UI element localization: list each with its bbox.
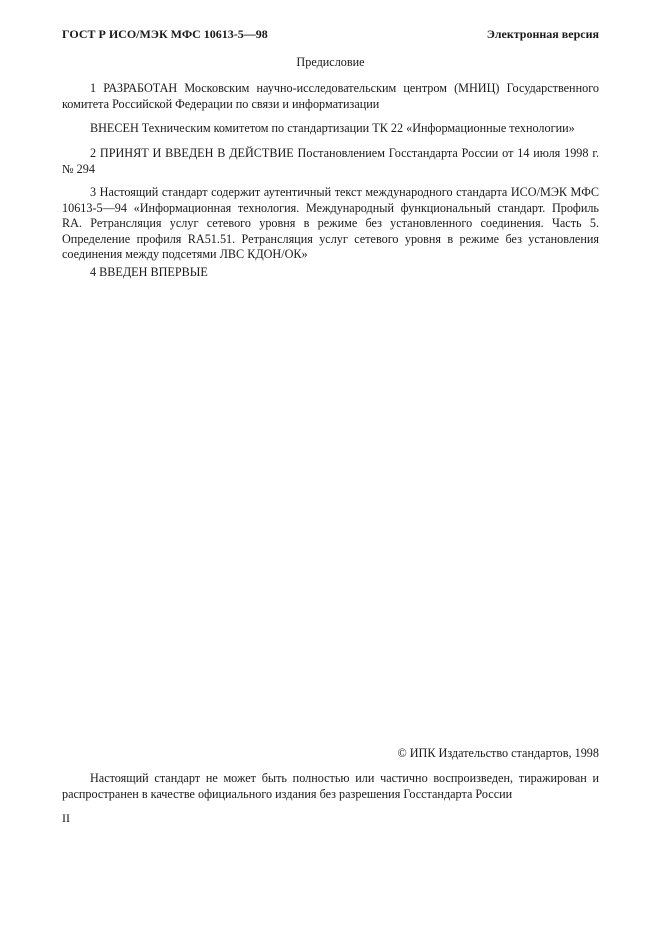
foreword-title: Предисловие: [296, 55, 365, 69]
foreword-item-first-introduced: 4 ВВЕДЕН ВПЕРВЫЕ: [90, 265, 208, 279]
foreword-item-authentic-text: 3 Настоящий стандарт содержит аутентичный текст международного стандарта ИСО/МЭК МФС 10613-5—94 «Информационная технология. Международный функциональный стандарт. Профиль RA. Ретрансляция услуг сетевого уровня в режиме без установленного соединения. Часть 5. Определение профиля RA51.51. Ретрансляция услуг сетевого уровня в режиме без установления соединения между подсетями ЛВС КДОН/ОК»: [62, 185, 599, 261]
version-label: Электронная версия: [486, 27, 599, 41]
foreword-item-adopted: 2 ПРИНЯТ И ВВЕДЕН В ДЕЙСТВИЕ Постановлением Госстандарта России от 14 июля 1998 г. № 294: [62, 146, 599, 176]
document-designation: ГОСТ Р ИСО/МЭК МФС 10613-5—98: [62, 27, 268, 41]
foreword-item-introduced-by: ВНЕСЕН Техническим комитетом по стандартизации ТК 22 «Информационные технологии»: [90, 121, 575, 135]
copyright-line: © ИПК Издательство стандартов, 1998: [397, 746, 599, 760]
foreword-item-developed: 1 РАЗРАБОТАН Московским научно-исследовательским центром (МНИЦ) Государственного комитета Российской Федерации по связи и информатизации: [62, 81, 599, 111]
page-number: II: [62, 811, 70, 825]
reproduction-notice: Настоящий стандарт не может быть полностью или частично воспроизведен, тиражирован и распространен в качестве официального издания без разрешения Госстандарта России: [62, 771, 599, 801]
